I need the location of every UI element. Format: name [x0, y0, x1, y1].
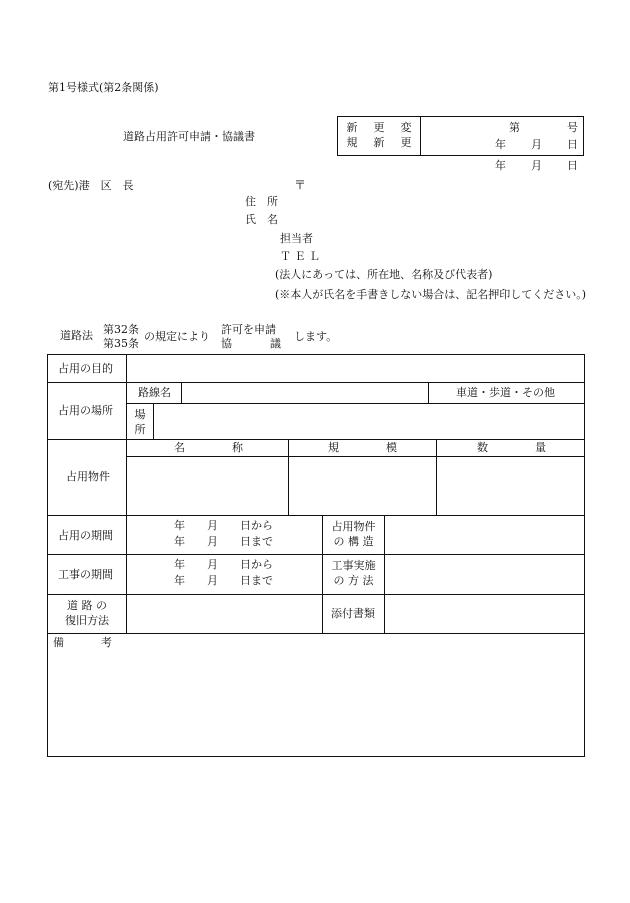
remarks-label-b: 考 — [101, 636, 112, 649]
place-label: 場 所 — [134, 408, 146, 436]
postal-mark: 〒 — [294, 178, 307, 192]
date-year: 年 — [495, 159, 506, 172]
route-label: 路線名 — [138, 386, 171, 399]
route-field[interactable] — [183, 384, 427, 402]
type-change[interactable]: 変 更 — [400, 121, 412, 149]
contact-label: 担当者 — [280, 232, 313, 245]
location-label: 占用の場所 — [58, 404, 113, 417]
number-suffix: 号 — [567, 121, 578, 134]
period-from[interactable]: 年 月 日から — [174, 519, 273, 532]
structure-field[interactable] — [386, 517, 583, 553]
form-title: 道路占用許可申請・協議書 — [123, 130, 255, 143]
purpose-label: 占用の目的 — [58, 362, 113, 375]
note-corporate: (法人にあっては、所在地、名称及び代表者) — [275, 268, 493, 281]
work-from[interactable]: 年 月 日から — [174, 558, 273, 571]
object-qty-field[interactable] — [438, 458, 583, 514]
place-field[interactable] — [155, 405, 583, 438]
note-signature: (※本人が氏名を手書きしない場合は、記名押印してください。) — [275, 288, 587, 301]
object-scale-field[interactable] — [290, 458, 435, 514]
request-permit[interactable]: 許可を申請 — [221, 323, 276, 336]
article-35[interactable]: 第35条 — [103, 337, 139, 350]
date-day: 日 — [567, 159, 578, 172]
request-consult-a[interactable]: 協 — [221, 337, 232, 350]
col-scale-a: 規 — [328, 441, 339, 454]
box-day: 日 — [567, 138, 578, 151]
period-label: 占用の期間 — [58, 529, 113, 542]
object-name-field[interactable] — [128, 458, 287, 514]
box-year: 年 — [495, 138, 506, 151]
attachments-label: 添付書類 — [331, 607, 375, 620]
name-label: 氏 名 — [245, 213, 278, 226]
road-type[interactable]: 車道・歩道・その他 — [456, 386, 555, 399]
restore-label: 道 路 の 復旧方法 — [65, 599, 109, 627]
restore-field[interactable] — [128, 596, 321, 632]
col-scale-b: 模 — [386, 441, 397, 454]
addressee: (宛先)港 区 長 — [48, 179, 134, 192]
tel-label: Ｔ Ｅ Ｌ — [280, 250, 320, 263]
article-32[interactable]: 第32条 — [103, 323, 139, 336]
remarks-field[interactable] — [49, 652, 583, 754]
number-label: 第 — [509, 121, 520, 134]
remarks-label-a: 備 — [53, 636, 64, 649]
attachments-field[interactable] — [386, 596, 583, 632]
work-method-label: 工事実施 の 方 法 — [331, 559, 376, 587]
law-name: 道路法 — [60, 329, 93, 342]
type-new[interactable]: 新 規 — [346, 121, 358, 149]
form-number: 第1号様式(第2条関係) — [48, 81, 159, 94]
col-name-a: 名 — [174, 441, 185, 454]
type-renewal[interactable]: 更 新 — [373, 121, 385, 149]
address-label: 住 所 — [245, 195, 278, 208]
work-period-label: 工事の期間 — [58, 568, 113, 581]
purpose-field[interactable] — [128, 356, 583, 381]
col-qty-a: 数 — [477, 441, 488, 454]
col-qty-b: 量 — [535, 441, 546, 454]
provision-text: の規定により — [144, 330, 210, 343]
structure-label: 占用物件 の 構 造 — [331, 520, 376, 548]
statement-ending: します。 — [294, 330, 338, 343]
period-to[interactable]: 年 月 日まで — [174, 535, 273, 548]
work-to[interactable]: 年 月 日まで — [174, 574, 273, 587]
date-month: 月 — [531, 159, 542, 172]
box-month: 月 — [531, 138, 542, 151]
objects-label: 占用物件 — [66, 470, 110, 483]
work-method-field[interactable] — [386, 556, 583, 593]
request-consult-b[interactable]: 議 — [270, 337, 281, 350]
col-name-b: 称 — [232, 441, 243, 454]
